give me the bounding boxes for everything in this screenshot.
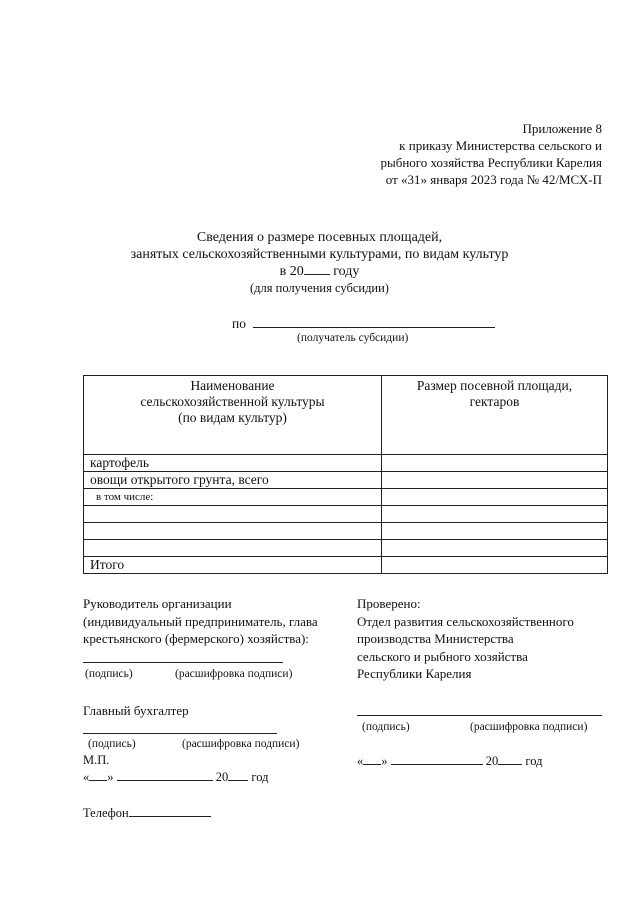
- table-row: [84, 523, 608, 540]
- table-header-row: [84, 376, 608, 455]
- header-col1-line1: Наименование: [190, 378, 275, 393]
- right-date-line: [357, 754, 542, 769]
- day-blank-right[interactable]: [363, 764, 381, 765]
- head-line-2: (индивидуальный предприниматель, глава: [83, 613, 318, 629]
- header-col1-line2: сельскохозяйственной культуры: [140, 394, 325, 409]
- row-label: картофель: [84, 455, 382, 472]
- header-area: [382, 376, 608, 455]
- date-god: год: [525, 754, 543, 768]
- head-sign-caption: (подпись): [85, 668, 133, 680]
- annex-line-4: от «31» января 2023 года № 42/МСХ-П: [385, 172, 602, 187]
- table-row: [84, 455, 608, 472]
- row-value[interactable]: [382, 540, 608, 557]
- phone-label: Телефон: [83, 806, 129, 820]
- month-blank[interactable]: [117, 780, 213, 781]
- table-row: [84, 472, 608, 489]
- title-line-2: занятых сельскохозяйственными культурами, по видам культур: [130, 247, 509, 262]
- header-col1-line3: (по видам культур): [178, 410, 287, 425]
- date-close-quote: »: [107, 770, 114, 784]
- annex-line-2: к приказу Министерства сельского и: [399, 138, 602, 153]
- checker-decode-caption: (расшифровка подписи): [470, 721, 588, 733]
- phone-blank[interactable]: [129, 816, 211, 817]
- accountant-label: Главный бухгалтер: [83, 703, 189, 718]
- month-blank-right[interactable]: [391, 764, 483, 765]
- row-value[interactable]: [382, 472, 608, 489]
- row-label[interactable]: [84, 506, 382, 523]
- head-line-3: крестьянского (фермерского) хозяйства):: [83, 631, 309, 646]
- table-row: [84, 489, 608, 506]
- left-signature-block: [83, 595, 318, 648]
- row-label[interactable]: [84, 540, 382, 557]
- date-god: год: [251, 770, 269, 784]
- row-value[interactable]: [382, 455, 608, 472]
- row-label: в том числе:: [84, 489, 382, 506]
- row-value[interactable]: [382, 557, 608, 574]
- header-col2-line1: Размер посевной площади,: [416, 378, 573, 393]
- row-label: овощи открытого грунта, всего: [84, 472, 382, 489]
- left-date-line: [83, 770, 268, 785]
- header-col2-line2: гектаров: [469, 394, 520, 409]
- date-close-quote: »: [381, 754, 388, 768]
- title-year-prefix: в 20: [279, 264, 304, 279]
- title-line-1: Сведения о размере посевных площадей,: [196, 230, 443, 245]
- checked-label: Проверено:: [357, 596, 421, 611]
- document-title: [0, 229, 639, 297]
- title-note: (для получения субсидии): [250, 281, 389, 295]
- annex-header: [380, 120, 602, 188]
- accountant-decode-caption: (расшифровка подписи): [182, 738, 300, 750]
- row-label[interactable]: [84, 523, 382, 540]
- right-signature-block: [357, 595, 574, 683]
- recipient-blank[interactable]: [253, 327, 495, 328]
- recipient-caption: (получатель субсидии): [297, 332, 409, 344]
- year-blank-left[interactable]: [228, 780, 248, 781]
- date-open-quote: «: [83, 770, 90, 784]
- title-year-line: [0, 263, 639, 280]
- checker-sign-caption: (подпись): [362, 721, 410, 733]
- date-year-prefix: 20: [485, 754, 499, 768]
- year-blank[interactable]: [304, 274, 330, 275]
- head-signature-line[interactable]: [83, 662, 283, 663]
- annex-line-1: Приложение 8: [522, 121, 602, 136]
- checker-signature-line[interactable]: [357, 715, 602, 716]
- date-year-prefix: 20: [215, 770, 229, 784]
- header-crop-name: [84, 376, 382, 455]
- dept-line-1: Отдел развития сельскохозяйственного: [357, 613, 574, 629]
- recipient-line: [232, 316, 495, 332]
- head-line-1: Руководитель организации: [83, 596, 232, 611]
- year-blank-right[interactable]: [498, 764, 522, 765]
- row-label: Итого: [84, 557, 382, 574]
- date-open-quote: «: [357, 754, 364, 768]
- row-value[interactable]: [382, 506, 608, 523]
- head-decode-caption: (расшифровка подписи): [175, 668, 293, 680]
- phone-line: [83, 806, 211, 821]
- title-year-suffix: году: [329, 264, 360, 279]
- table-row: [84, 557, 608, 574]
- dept-line-3: сельского и рыбного хозяйства: [357, 648, 528, 664]
- day-blank[interactable]: [89, 780, 107, 781]
- dept-line-4: Республики Карелия: [357, 666, 472, 681]
- accountant-signature-line[interactable]: [83, 733, 277, 734]
- crop-area-table: [83, 375, 608, 574]
- row-value[interactable]: [382, 489, 608, 506]
- stamp-label: М.П.: [83, 753, 110, 767]
- table-row: [84, 506, 608, 523]
- accountant-sign-caption: (подпись): [88, 738, 136, 750]
- row-value[interactable]: [382, 523, 608, 540]
- annex-line-3: рыбного хозяйства Республики Карелия: [380, 155, 602, 170]
- table-row: [84, 540, 608, 557]
- recipient-prefix: по: [232, 316, 246, 331]
- dept-line-2: производства Министерства: [357, 631, 514, 646]
